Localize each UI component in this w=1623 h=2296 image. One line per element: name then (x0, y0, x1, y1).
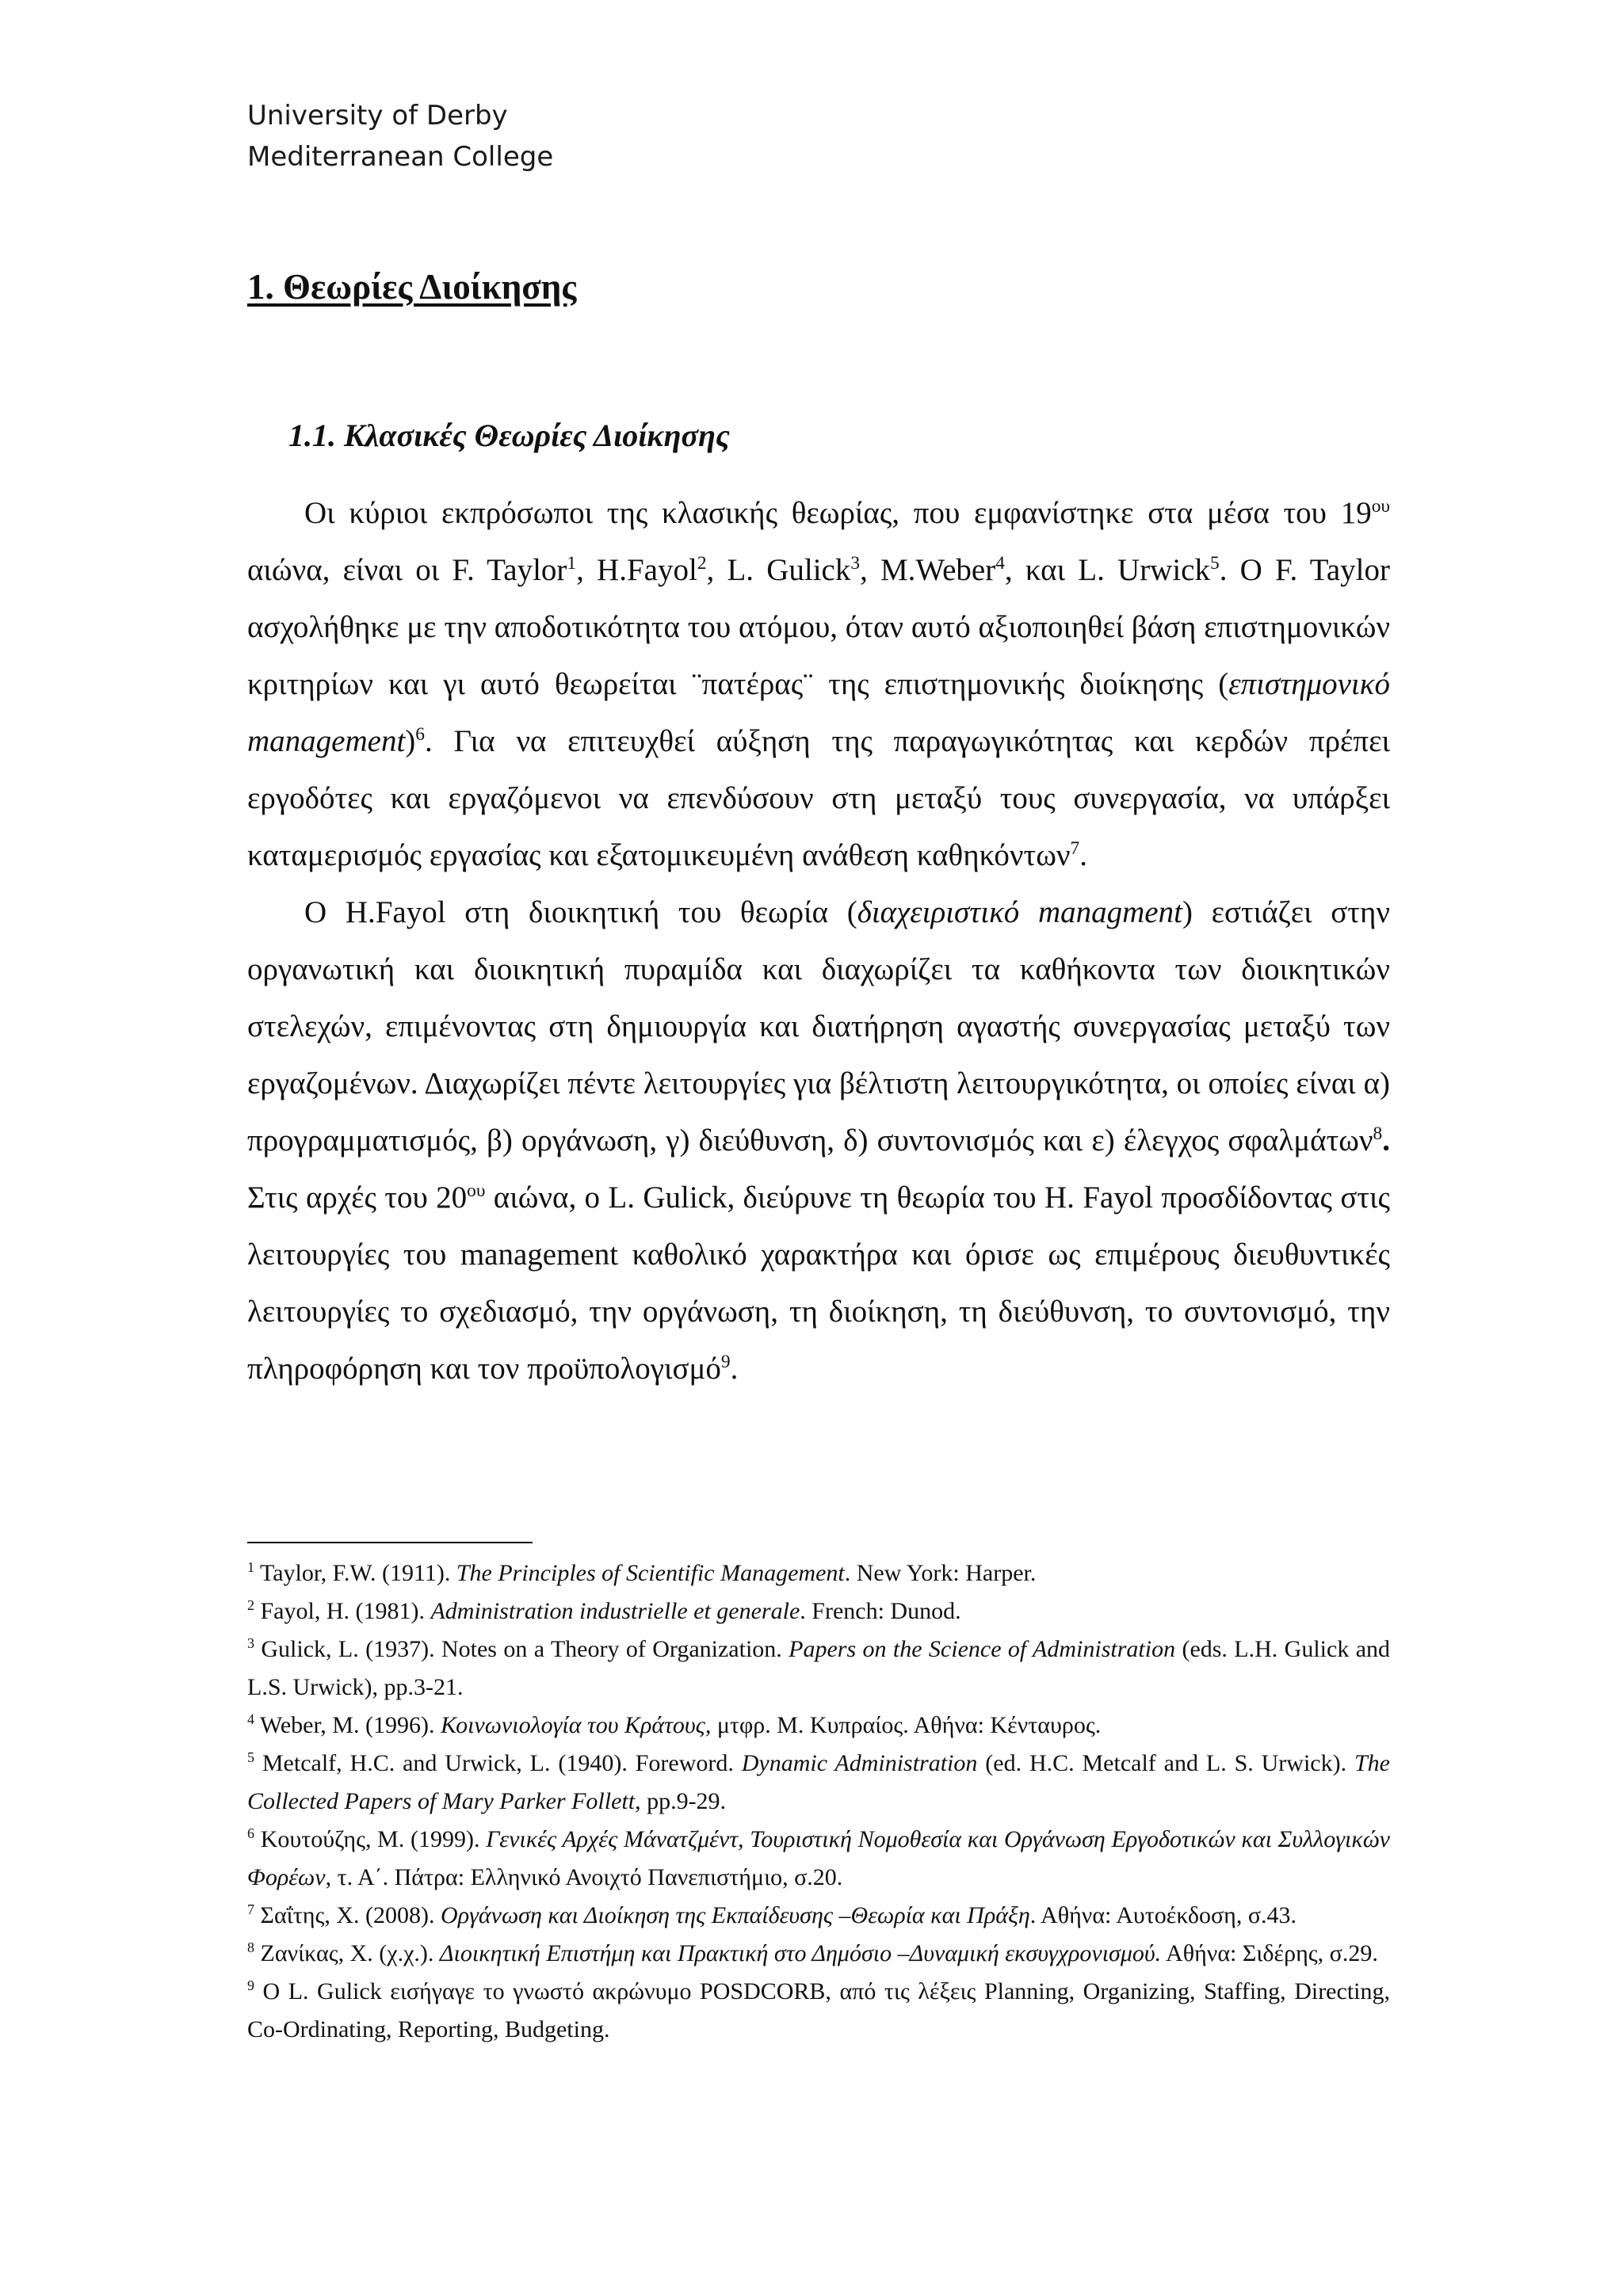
italic-term: διαχειριστικό managment (857, 895, 1182, 929)
text-run: , H.Fayol (576, 553, 697, 587)
footnote-title: Γενικές Αρχές Μάνατζμέντ, Τουριστική Νομοθεσία και Οργάνωση Εργοδοτικών και Συλλογικών Φορέων (247, 1826, 1390, 1890)
footnote-number: 1 (247, 1559, 254, 1575)
footnote-text: (ed. H.C. Metcalf and L. S. Urwick). (977, 1750, 1354, 1776)
footnote-text: Weber, M. (1996). (254, 1712, 441, 1738)
text-run: , και L. Urwick (1004, 553, 1210, 587)
text-run: ) (405, 724, 416, 758)
footnote-number: 2 (247, 1597, 254, 1613)
text-run: . Για να επιτευχθεί αύξηση της παραγωγικότητας και κερδών πρέπει εργοδότες και εργαζόμενοι να επενδύσουν στη μεταξύ τους συνεργασία, να υπάρξει καταμερισμός εργασίας και εξατομικευμένη ανάθεση καθηκόντων (247, 724, 1390, 872)
footnote-number: 5 (247, 1749, 254, 1765)
footnote-number: 7 (247, 1901, 254, 1917)
text-run: . O F. Taylor ασχολήθηκε με την αποδοτικότητα του ατόμου, όταν αυτό αξιοποιηθεί βάση επιστημονικών κριτηρίων και γι αυτό θεωρείται ¨πατέρας¨ της επιστημονικής διοίκησης ( (247, 553, 1391, 701)
text-run: ) εστιάζει στην οργανωτική και διοικητική πυραμίδα και διαχωρίζει τα καθήκοντα των διοικητικών στελεχών, επιμένοντας στη δημιουργία και διατήρηση αγαστής συνεργασίας μεταξύ των εργαζομένων. Διαχωρίζει πέντε λειτουργίες για βέλτιστη λειτουργικότητα, οι οποίες είναι α) προγραμματισμός, β) οργάνωση, γ) διεύθυνση, δ) συντονισμός και ε) έλεγχος σφαλμάτων (247, 895, 1391, 1158)
text-run: , L. Gulick (706, 553, 851, 587)
footnote-8 (247, 1935, 1390, 1973)
footnote-text: . New York: Harper. (844, 1560, 1037, 1586)
footnote-ref[interactable]: 7 (1070, 838, 1080, 859)
footnote-ref[interactable]: 5 (1210, 553, 1220, 574)
footnote-ref[interactable]: 8 (1373, 1123, 1383, 1144)
footnote-text: Fayol, H. (1981). (254, 1598, 431, 1624)
text-run: . (1079, 838, 1087, 872)
footnote-ref[interactable]: 3 (850, 553, 861, 574)
section-title: 1.1. Κλασικές Θεωρίες Διοίκησης (288, 418, 730, 453)
footnote-text: . Αθήνα: Αυτοέκδοση, σ.43. (1029, 1902, 1297, 1928)
footnote-title: The Collected Papers of Mary Parker Follett (247, 1750, 1390, 1814)
footnote-number: 6 (247, 1825, 254, 1841)
text-run: Οι κύριοι εκπρόσωποι της κλασικής θεωρίας, που εμφανίστηκε στα μέσα του 19 (304, 496, 1372, 530)
footnote-title: Dynamic Administration (741, 1750, 978, 1776)
footnote-number: 4 (247, 1711, 254, 1727)
footnote-title: Διοικητική Επιστήμη και Πρακτική στο Δημόσιο –Δυναμική εκσυγχρονισμού. (439, 1940, 1162, 1966)
footnote-title: The Principles of Scientific Management (456, 1560, 845, 1586)
paragraph-2 (247, 884, 1390, 1398)
footnote-title: Administration industrielle et generale (430, 1598, 800, 1624)
text-run: . (1382, 1123, 1390, 1158)
text-run: Ο H.Fayol στη διοικητική του θεωρία ( (304, 895, 857, 929)
text-run: , M.Weber (860, 553, 996, 587)
footnote-9 (247, 1973, 1390, 2049)
footnote-ref[interactable]: 4 (995, 553, 1005, 574)
footnote-ref[interactable]: 2 (697, 553, 707, 574)
text-run: . (730, 1352, 739, 1386)
footnote-3 (247, 1630, 1390, 1707)
header-university: University of Derby (247, 100, 508, 132)
footnote-separator (247, 1542, 533, 1543)
footnotes (247, 1554, 1390, 2049)
page-header (247, 95, 553, 177)
ordinal-superscript: ου (1371, 496, 1390, 517)
footnote-5 (247, 1745, 1390, 1821)
footnote-text: Metcalf, H.C. and Urwick, L. (1940). Foreword. (254, 1750, 742, 1776)
footnote-ref[interactable]: 9 (720, 1352, 731, 1372)
paragraph-1 (247, 485, 1390, 884)
text-run: Στις αρχές του 20 (247, 1180, 468, 1215)
footnote-text: (eds. L.H. Gulick and L.S. Urwick), pp.3-21. (247, 1636, 1391, 1700)
body-text (247, 485, 1390, 1398)
chapter-title: 1. Θεωρίες Διοίκησης (247, 267, 577, 307)
footnote-text: Σαΐτης, Χ. (2008). (254, 1902, 441, 1928)
footnote-text: Gulick, L. (1937). Notes on a Theory of Organization. (254, 1636, 789, 1662)
footnote-title: Papers on the Science of Administration (789, 1636, 1176, 1662)
footnote-4 (247, 1707, 1390, 1745)
footnote-title: Κοινωνιολογία του Κράτους, (440, 1712, 712, 1738)
footnote-text: . French: Dunod. (800, 1598, 961, 1624)
footnote-2 (247, 1592, 1390, 1630)
footnote-7 (247, 1897, 1390, 1935)
footnote-text: Αθήνα: Σιδέρης, σ.29. (1161, 1940, 1378, 1966)
footnote-title: Οργάνωση και Διοίκηση της Εκπαίδευσης –Θεωρία και Πράξη (441, 1902, 1030, 1928)
footnote-text: Taylor, F.W. (1911). (254, 1560, 456, 1586)
footnote-text: Κουτούζης, Μ. (1999). (254, 1826, 487, 1852)
italic-term: επιστημονικό management (247, 667, 1390, 758)
footnote-number: 8 (247, 1939, 254, 1955)
footnote-ref[interactable]: 6 (415, 724, 425, 745)
text-run: αιώνα, ο L. Gulick, διεύρυνε τη θεωρία του H. Fayol προσδίδοντας στις λειτουργίες του management καθολικό χαρακτήρα και όρισε ως επιμέρους διευθυντικές λειτουργίες το σχεδιασμό, την οργάνωση, τη διοίκηση, τη διεύθυνση, το συντονισμό, την πληροφόρηση και τον προϋπολογισμό (247, 1180, 1390, 1386)
ordinal-superscript: ου (467, 1180, 486, 1201)
footnote-ref[interactable]: 1 (567, 553, 577, 574)
footnote-1 (247, 1554, 1390, 1592)
footnote-text: μτφρ. Μ. Κυπραίος. Αθήνα: Κένταυρος. (711, 1712, 1102, 1738)
footnote-text: , pp.9-29. (635, 1788, 727, 1814)
header-college: Mediterranean College (247, 141, 554, 173)
footnote-text: Ο L. Gulick εισήγαγε το γνωστό ακρώνυμο POSDCORB, από τις λέξεις Planning, Organizing, Staffing, Directing, Co-Ordinating, Reporting, Budgeting. (247, 1978, 1390, 2042)
footnote-number: 3 (247, 1635, 254, 1651)
footnote-text: , τ. Α΄. Πάτρα: Ελληνικό Ανοιχτό Πανεπιστήμιο, σ.20. (325, 1864, 843, 1890)
text-run: αιώνα, είναι οι F. Taylor (247, 553, 567, 587)
footnote-6 (247, 1821, 1390, 1897)
footnote-number: 9 (247, 1978, 254, 1993)
footnote-text: Ζανίκας, Χ. (χ.χ.). (254, 1940, 440, 1966)
